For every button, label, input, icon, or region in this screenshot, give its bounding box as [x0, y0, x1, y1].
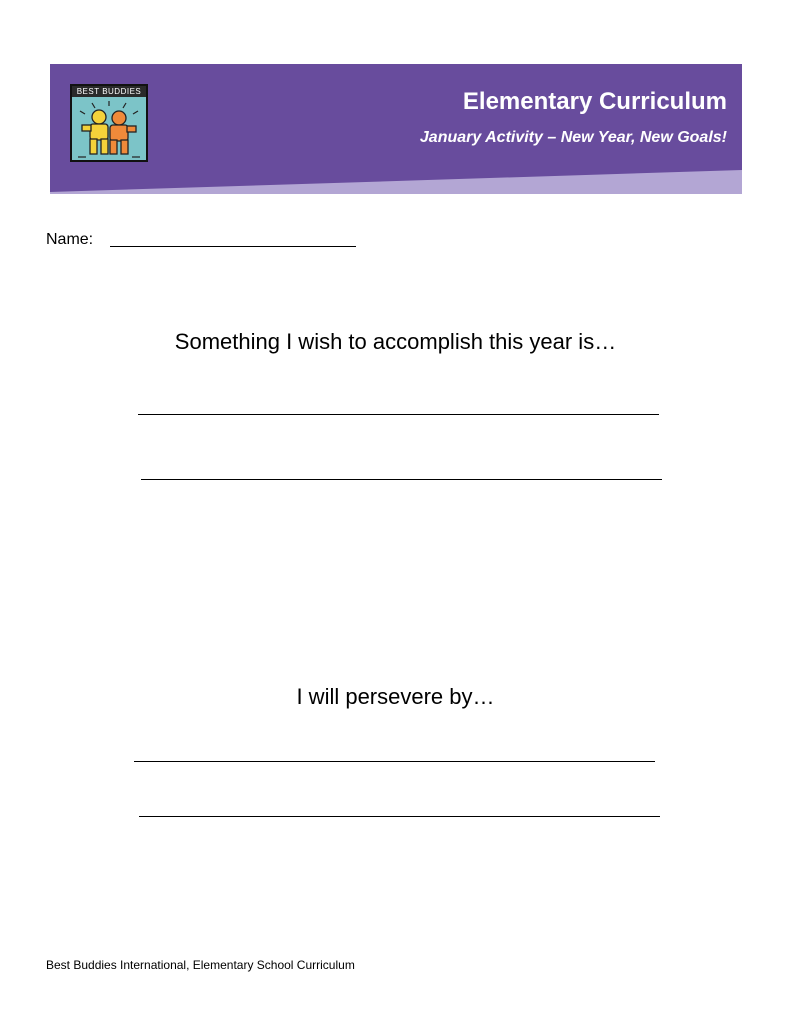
name-field-line[interactable]: [110, 246, 356, 247]
goal-prompt: Something I wish to accomplish this year is…: [174, 329, 617, 354]
footer-text: Best Buddies International, Elementary School Curriculum: [46, 958, 355, 972]
buddies-figures-icon: [72, 97, 146, 160]
page-subtitle: January Activity – New Year, New Goals!: [419, 129, 727, 146]
goal-answer-line-2[interactable]: [141, 479, 662, 480]
persevere-prompt: I will persevere by…: [296, 684, 495, 709]
name-label: Name:: [46, 231, 94, 248]
header-banner: [50, 64, 742, 194]
goal-answer-line-1[interactable]: [138, 414, 659, 415]
best-buddies-logo: [70, 84, 148, 162]
page-title: Elementary Curriculum: [462, 88, 727, 115]
logo-wordmark: BEST BUDDIES: [72, 86, 146, 97]
persevere-answer-line-2[interactable]: [139, 816, 660, 817]
persevere-answer-line-1[interactable]: [134, 761, 655, 762]
